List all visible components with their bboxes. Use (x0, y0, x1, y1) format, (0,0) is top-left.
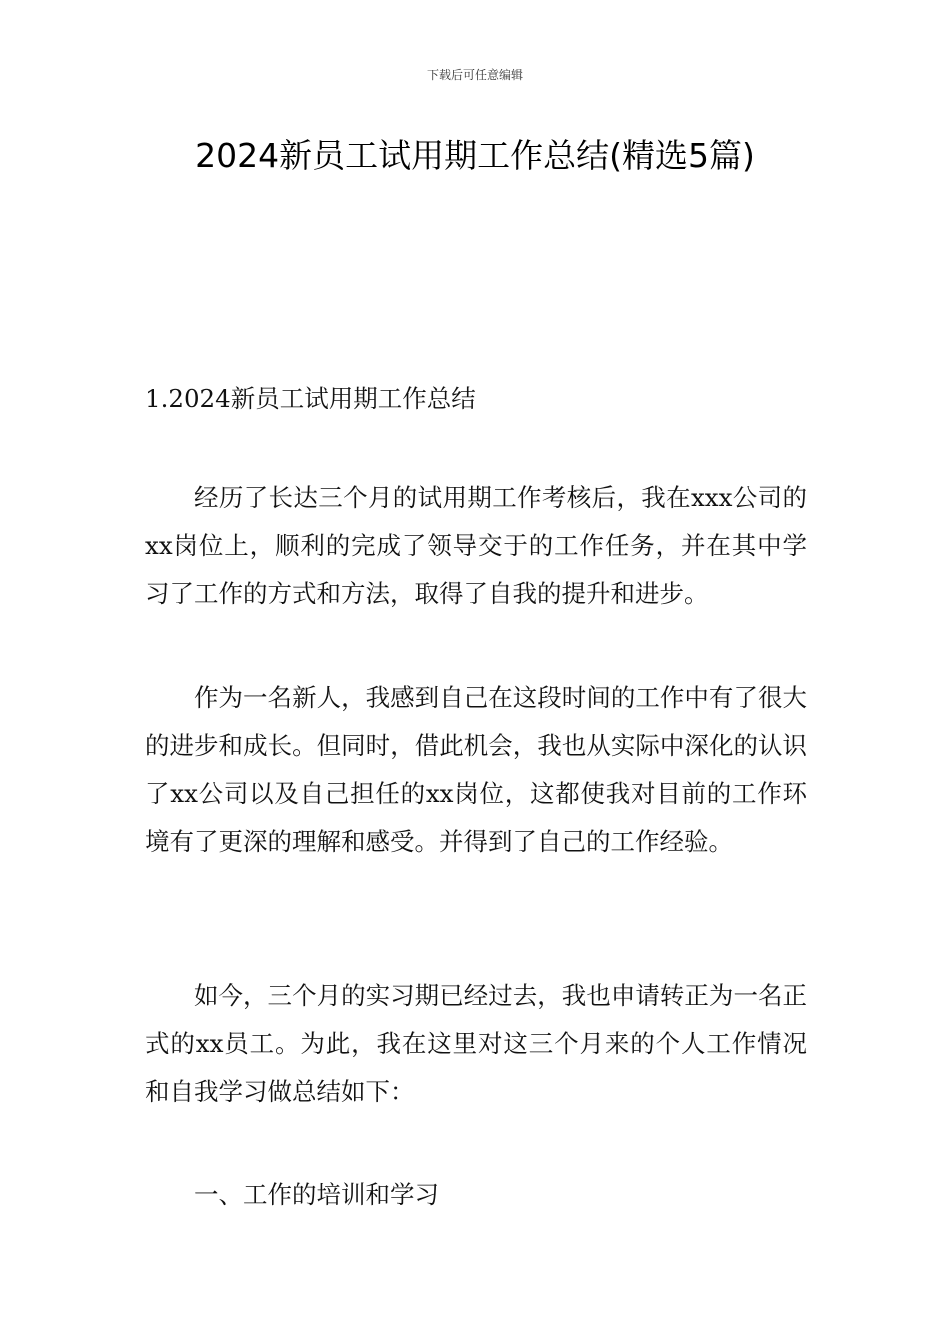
header-note: 下载后可任意编辑 (426, 68, 523, 82)
paragraph-1: 经历了长达三个月的试用期工作考核后，我在xxx公司的xx岗位上，顺利的完成了领导交于的工作任务，并在其中学习了工作的方式和方法，取得了自我的提升和进步。 (145, 483, 807, 608)
paragraph-3: 如今，三个月的实习期已经过去，我也申请转正为一名正式的xx员工。为此，我在这里对这三个月来的个人工作情况和自我学习做总结如下： (145, 981, 807, 1106)
sub-heading: 一、工作的培训和学习 (194, 1180, 439, 1209)
paragraph-2: 作为一名新人，我感到自己在这段时间的工作中有了很大的进步和成长。但同时，借此机会，我也从实际中深化的认识了xx公司以及自己担任的xx岗位，这都使我对目前的工作环境有了更深的理解和感受。并得到了自己的工作经验。 (145, 683, 807, 856)
document-title: 2024新员工试用期工作总结(精选5篇) (195, 136, 755, 175)
section-heading: 1.2024新员工试用期工作总结 (145, 384, 476, 413)
